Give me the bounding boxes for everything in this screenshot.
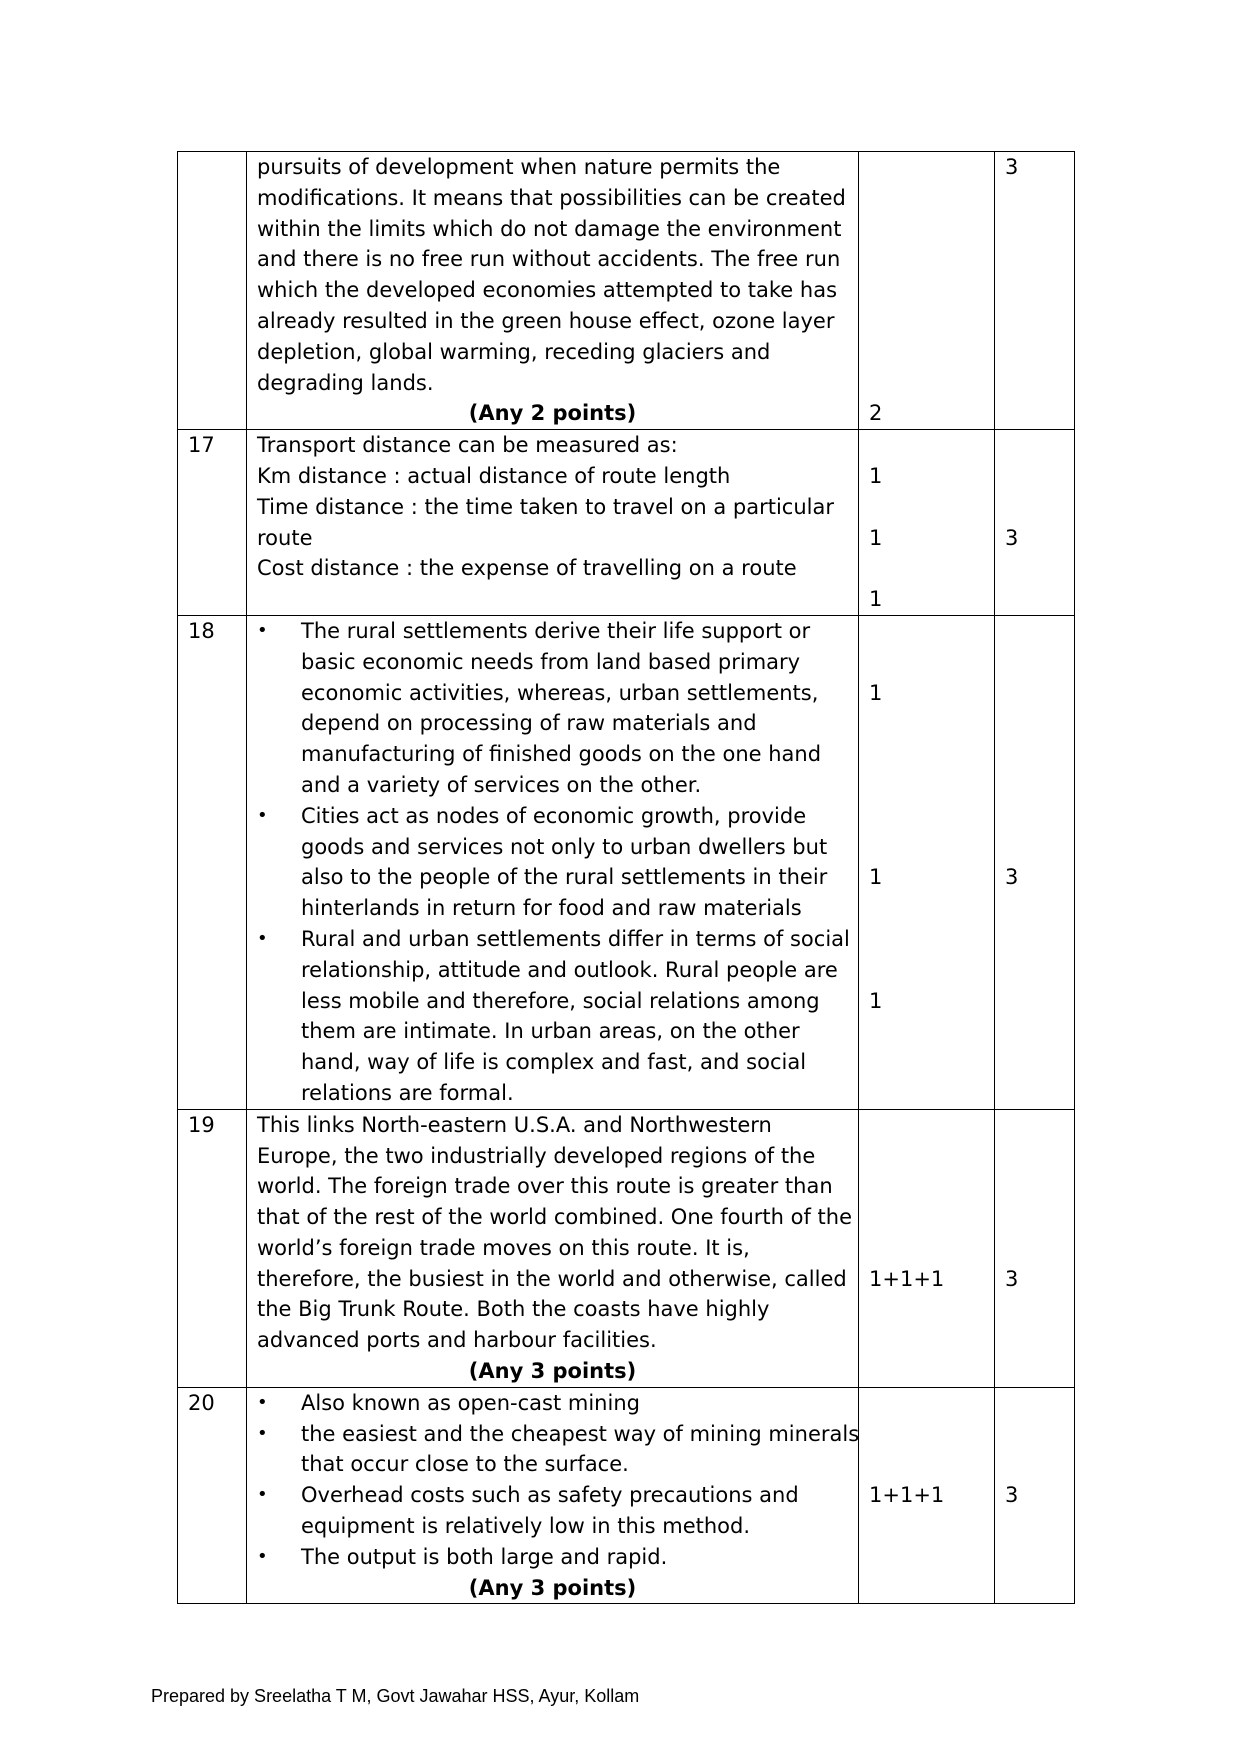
table-row	[178, 1387, 1075, 1604]
answer-line: which the developed economies attempted to take has	[257, 278, 838, 303]
split-marks-cell	[859, 1109, 995, 1387]
answer-line: world. The foreign trade over this route is greater than	[257, 1174, 833, 1199]
split-marks-cell	[859, 430, 995, 616]
total-marks-cell	[995, 1109, 1075, 1387]
table-row	[178, 615, 1075, 1109]
list-item: • The rural settlements derive their life support or basic economic needs from land based primary economic activities, whereas, urban settlements, depend on processing of raw materials and manufacturing of finished goods on the one hand and a variety of services on the other.	[257, 616, 848, 801]
question-number: 17	[178, 430, 247, 616]
answer-line: therefore, the busiest in the world and otherwise, called	[257, 1266, 847, 1291]
split-mark: 2	[869, 401, 883, 426]
answer-line: world’s foreign trade moves on this route. It is,	[257, 1235, 750, 1260]
question-number: 18	[178, 615, 247, 1109]
bullet-list	[257, 1388, 860, 1573]
question-number	[178, 152, 247, 430]
points-note: (Any 3 points)	[468, 1359, 637, 1384]
total-marks-cell	[995, 430, 1075, 616]
split-mark: 1+1+1	[869, 1266, 945, 1291]
marking-scheme-table	[177, 151, 1075, 1604]
answer-line: Europe, the two industrially developed regions of the	[257, 1143, 816, 1168]
answer-line: modifications. It means that possibilities can be created	[257, 185, 846, 210]
question-number: 20	[178, 1387, 247, 1604]
list-item: • the easiest and the cheapest way of mining minerals that occur close to the surface.	[257, 1419, 848, 1481]
list-item: • Also known as open-cast mining	[257, 1388, 848, 1419]
answer-line: Transport distance can be measured as:	[257, 433, 678, 458]
answer-line: depletion, global warming, receding glaciers and	[257, 339, 771, 364]
total-mark: 3	[1005, 865, 1019, 890]
points-note: (Any 2 points)	[468, 401, 637, 426]
answer-line: Time distance : the time taken to travel on a particular	[257, 494, 834, 519]
points-note: (Any 3 points)	[468, 1575, 637, 1600]
split-mark: 1	[869, 988, 883, 1013]
table-row	[178, 430, 1075, 616]
answer-line: degrading lands.	[257, 370, 434, 395]
answer-line: within the limits which do not damage the environment	[257, 216, 842, 241]
list-item: • The output is both large and rapid.	[257, 1542, 848, 1573]
table-row	[178, 1109, 1075, 1387]
split-mark: 1	[869, 680, 883, 705]
question-number: 19	[178, 1109, 247, 1387]
answer-cell	[247, 615, 859, 1109]
total-mark: 3	[1005, 1483, 1019, 1508]
marking-scheme-sheet	[177, 151, 1074, 1604]
answer-line: pursuits of development when nature permits the	[257, 155, 781, 179]
answer-line: Km distance : actual distance of route length	[257, 463, 731, 488]
total-marks-cell	[995, 615, 1075, 1109]
answer-cell	[247, 1109, 859, 1387]
answer-line: and there is no free run without accidents. The free run	[257, 247, 841, 272]
answer-line: the Big Trunk Route. Both the coasts have highly	[257, 1297, 770, 1322]
split-mark: 1+1+1	[869, 1483, 945, 1508]
answer-line: already resulted in the green house effect, ozone layer	[257, 308, 835, 333]
split-mark: 1	[869, 865, 883, 890]
total-mark: 3	[1005, 525, 1019, 550]
answer-line: that of the rest of the world combined. One fourth of the	[257, 1205, 853, 1230]
split-marks-cell	[859, 152, 995, 430]
split-marks-cell	[859, 615, 995, 1109]
total-marks-cell	[995, 1387, 1075, 1604]
table-row	[178, 152, 1075, 430]
answer-cell	[247, 430, 859, 616]
answer-line: This links North-eastern U.S.A. and Northwestern	[257, 1112, 772, 1137]
answer-cell	[247, 152, 859, 430]
split-mark: 1	[869, 525, 883, 550]
list-item: • Overhead costs such as safety precautions and equipment is relatively low in this method.	[257, 1480, 848, 1542]
split-mark: 1	[869, 587, 883, 612]
bullet-list	[257, 616, 848, 1109]
total-mark: 3	[1005, 1266, 1019, 1291]
answer-cell	[247, 1387, 859, 1604]
answer-line: advanced ports and harbour facilities.	[257, 1328, 657, 1353]
list-item: • Cities act as nodes of economic growth, provide goods and services not only to urban dwellers but also to the people of the rural settlements in their hinterlands in return for food and raw materials	[257, 801, 848, 924]
list-item: • Rural and urban settlements differ in terms of social relationship, attitude and outlook. Rural people are less mobile and therefore, social relations among them are intimate. In urban areas, on the other hand, way of life is complex and fast, and social relations are formal.	[257, 924, 848, 1109]
answer-line: route	[257, 525, 313, 550]
split-mark: 1	[869, 463, 883, 488]
page-footer: Prepared by Sreelatha T M, Govt Jawahar HSS, Ayur, Kollam	[151, 1686, 640, 1706]
split-marks-cell	[859, 1387, 995, 1604]
answer-line: Cost distance : the expense of travelling on a route	[257, 556, 797, 581]
total-marks-cell: 3	[995, 152, 1075, 430]
